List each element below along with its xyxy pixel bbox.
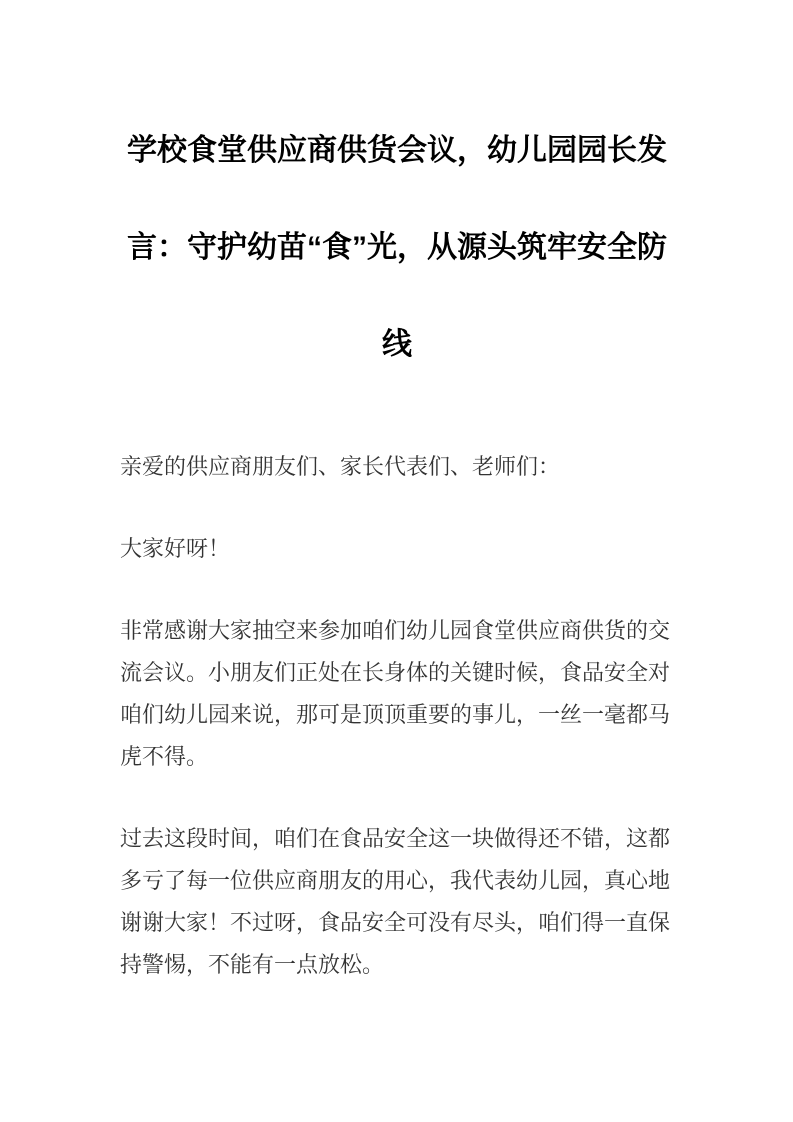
text-line: 过去这段时间，咱们在食品安全这一块做得还不错，这都 bbox=[120, 826, 671, 851]
salutation-paragraph bbox=[120, 446, 674, 488]
text-line: 非常感谢大家抽空来参加咱们幼儿园食堂供应商供货的交 bbox=[120, 618, 671, 643]
text-line: 咱们幼儿园来说，那可是顶顶重要的事儿，一丝一毫都马 bbox=[120, 702, 671, 727]
title-line: 学校食堂供应商供货会议，幼儿园园长发 bbox=[127, 134, 667, 167]
title-line: 线 bbox=[382, 328, 412, 361]
thanks-paragraph bbox=[120, 610, 674, 778]
document-content bbox=[120, 102, 674, 986]
text-line: 谢谢大家！不过呀，食品安全可没有尽头，咱们得一直保 bbox=[120, 910, 671, 935]
text-line: 持警惕，不能有一点放松。 bbox=[120, 952, 385, 977]
greeting-paragraph bbox=[120, 528, 674, 570]
document-body bbox=[120, 446, 674, 986]
text-line: 亲爱的供应商朋友们、家长代表们、老师们： bbox=[120, 454, 561, 479]
text-line: 大家好呀！ bbox=[120, 536, 231, 561]
text-line: 流会议。小朋友们正处在长身体的关键时候，食品安全对 bbox=[120, 660, 671, 685]
text-line: 多亏了每一位供应商朋友的用心，我代表幼儿园，真心地 bbox=[120, 868, 671, 893]
title-line: 言：守护幼苗“食”光，从源头筑牢安全防 bbox=[127, 231, 667, 264]
review-paragraph bbox=[120, 818, 674, 986]
text-line: 虎不得。 bbox=[120, 744, 209, 769]
document-title bbox=[120, 102, 674, 393]
